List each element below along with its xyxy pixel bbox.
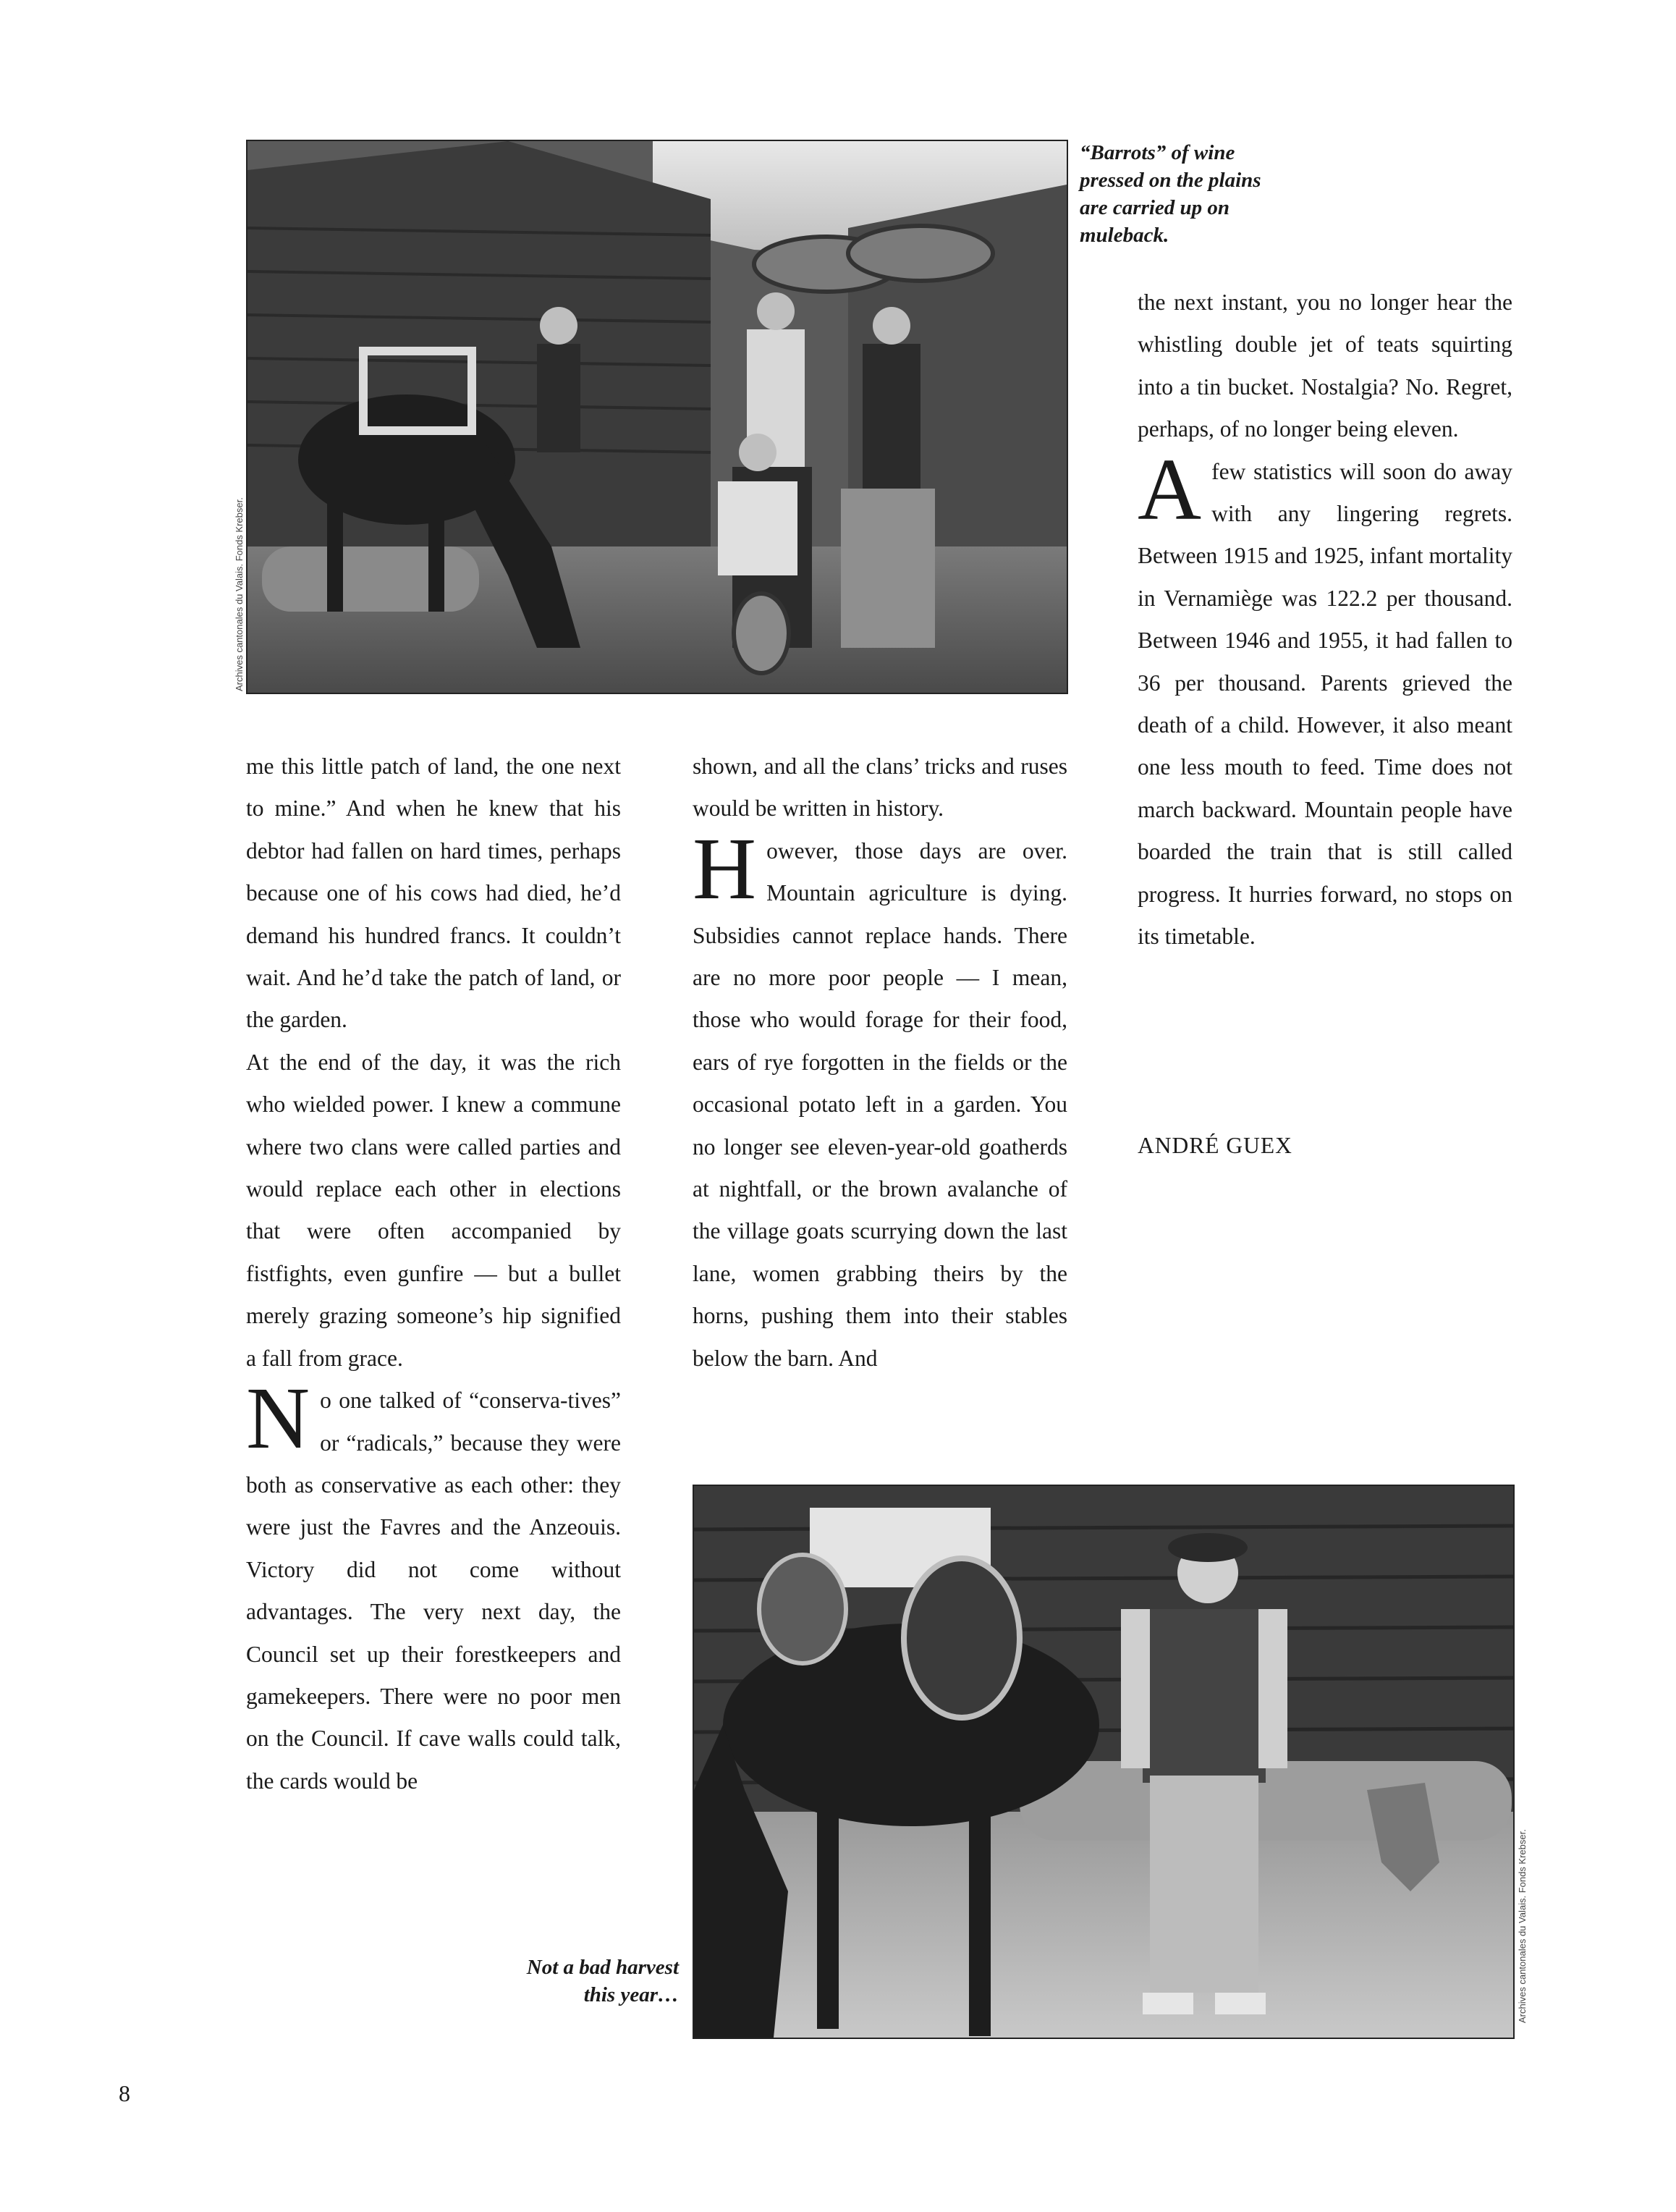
column-1-paragraph-1: me this little patch of land, the one next to mine.” And when he knew that his debtor had fallen on hard times, perhaps because one of his cows had died, he’d demand his hundred francs. It couldn’t wait. And he’d take the patch of land, or the garden. [246,753,621,1033]
column-2 [693,746,1067,1380]
column-3-paragraph-1: the next instant, you no longer hear the whistling double jet of teats squirting into a tin bucket. Nostalgia? No. Regret, perhaps, of no longer being eleven. [1138,290,1512,442]
column-2-paragraph-2 [693,819,1067,1380]
caption-bottom [434,1954,679,2009]
column-2-paragraph-2-text: owever, those days are over. Mountain agriculture is dying. Subsidies cannot replace hands. There are no more poor people — I mean, those who would forage for their food, ears of rye forgotten in the fields or the occasional potato left in a garden. You no longer see eleven-year-old goatherds at nightfall, or the brown avalanche of the village goats scurrying down the last lane, women grabbing theirs by the horns, pushing them into their stables below the barn. And [693,837,1067,1371]
caption-top-line-4: muleback. [1080,224,1169,247]
column-1-paragraph-3 [246,1369,621,1802]
column-3-paragraph-2-text: few statistics will soon do away with any lingering regrets. Between 1915 and 1925, infant mortality in Vernamiège was 122.2 per thousand. Between 1946 and 1955, it had fallen to 36 per thousand. Parents grieved the death of a child. However, it also meant one less mouth to feed. Time does not march backward. Mountain people have boarded the train that is still called progress. It hurries forward, no stops on its timetable. [1138,458,1512,950]
dropcap-n: N [246,1369,310,1468]
dropcap-h: H [693,819,757,918]
column-1-paragraph-3-text: o one talked of “conserva-tives” or “radicals,” because they were both as conservative as each other: they were just the Favres and the Anzeouis. Victory did not come without advantages. The very next day, the Council set up their forestkeepers and gamekeepers. There were no poor men on the Council. If cave walls could talk, the cards would be [246,1388,621,1794]
photo-credit-top: Archives cantonales du Valais. Fonds Krebser. [234,497,245,691]
author-signature: ANDRÉ GUEX [1138,1133,1292,1158]
caption-bottom-line-1: Not a bad harvest [526,1956,679,1979]
caption-top-line-3: are carried up on [1080,196,1230,219]
caption-top [1080,139,1311,249]
column-3-paragraph-2 [1138,440,1512,958]
column-2-paragraph-1: shown, and all the clans’ tricks and ruses would be written in history. [693,753,1067,822]
photo-mules-barrels-graphic [247,141,1067,693]
caption-top-line-1: “Barrots” of wine [1080,141,1235,164]
column-1-paragraph-2: At the end of the day, it was the rich who wielded power. I knew a commune where two clans were called parties and would replace each other in elections that were often accompanied by fistfights, even gunfire — but a bullet merely grazing someone’s hip signified a fall from grace. [246,1049,621,1371]
caption-bottom-line-2: this year… [583,1983,679,2006]
photo-man-with-mule [693,1485,1515,2039]
photo-credit-bottom: Archives cantonales du Valais. Fonds Krebser. [1517,1829,1528,2023]
photo-man-mule-graphic [694,1486,1513,2038]
column-3 [1138,282,1512,958]
page-number: 8 [119,2080,130,2106]
caption-top-line-2: pressed on the plains [1080,169,1261,192]
photo-mules-and-barrels [246,140,1068,694]
dropcap-a: A [1138,440,1202,539]
column-1 [246,746,621,1802]
